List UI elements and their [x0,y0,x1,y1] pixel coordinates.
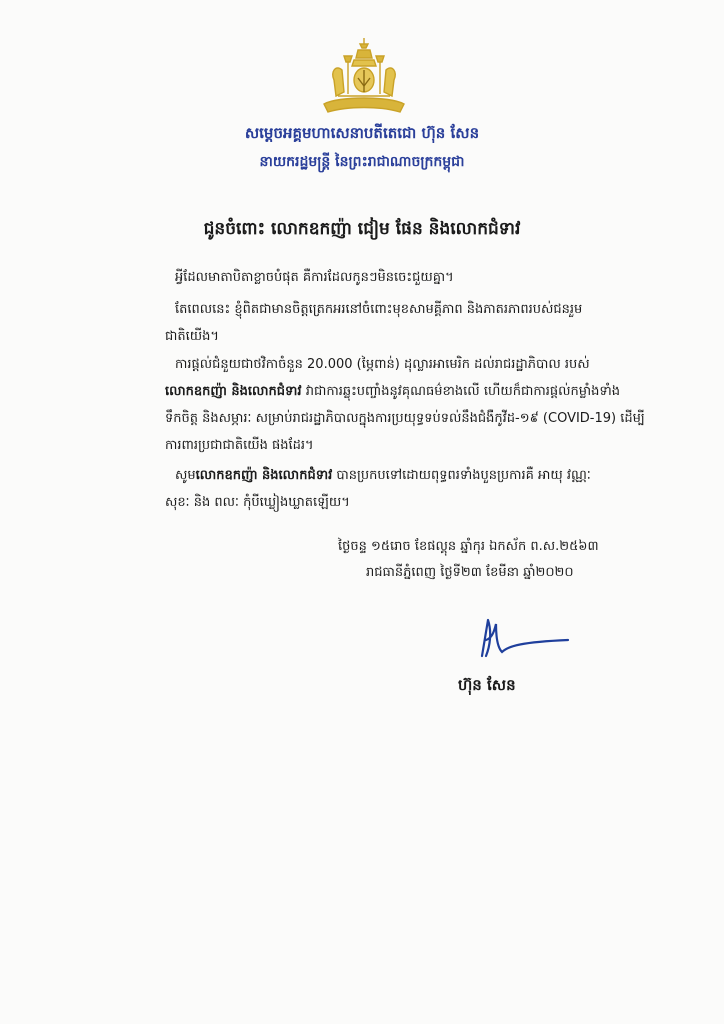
paragraph-4-line-2: សុខៈ និង ពលៈ កុំបីឃ្លៀងឃ្លាតឡើយ។ [165,495,350,510]
royal-coat-of-arms-icon [318,34,410,116]
paragraph-1 [165,264,565,291]
place-and-date: រាជធានីភ្នំពេញ ថ្ងៃទី២៣ ខែមីនា ឆ្នាំ២០២០ [366,565,574,580]
paragraph-4-rest: បានប្រកបទៅដោយពុទ្ធពរទាំងបួនប្រការគឺ អាយុ វណ្ណៈ [332,468,591,483]
sender-title: សម្តេចអគ្គមហាសេនាបតីតេជោ ហ៊ុន សែន [244,124,480,142]
paragraph-2-line-1: តែពេលនេះ ខ្ញុំពិតជាមានចិត្តត្រេកអរនៅចំពោះមុខសាមគ្គីភាព និងភាតរភាពរបស់ជនរួម [175,302,583,317]
paragraph-3-line-2: វាជាការឆ្លុះបញ្ចាំងនូវគុណធម៌ខាងលើ ហើយក៏ជាការផ្តល់កម្លាំងទាំង [301,384,620,399]
paragraph-3-line-3: ទឹកចិត្ត និងសម្ភារៈ សម្រាប់រាជរដ្ឋាភិបាលក្នុងការប្រយុទ្ធទប់ទល់នឹងជំងឺកូវីដ-១៩ (COVID-19) ដើម្បី [165,411,645,426]
signer-name: ហ៊ុន សែន [458,676,516,694]
handwritten-signature [468,612,578,664]
paragraph-3-line-4: ការពារប្រជាជាតិយើង ផងដែរ។ [165,438,314,453]
paragraph-4-bold-names: លោកឧកញ៉ា និងលោកជំទាវ [195,468,333,483]
paragraph-1-text: អ្វីដែលមាតាបិតាខ្លាចបំផុត គឺការដែលកូនៗមិនចេះជួយគ្នា។ [175,270,454,285]
paragraph-3-line-1: ការផ្តល់ជំនួយជាថវិកាចំនួន 20.000 (ម្ភៃពាន់) ដុល្លារអាមេរិក ដល់រាជរដ្ឋាភិបាល របស់ [175,357,590,372]
sender-position: នាយករដ្ឋមន្ត្រី នៃព្រះរាជាណាចក្រកម្ពុជា [259,154,465,170]
paragraph-2 [165,296,583,350]
lunar-date: ថ្ងៃចន្ទ ១៥រោច ខែផល្គុន ឆ្នាំកុរ ឯកស័ក ព.ស.២៥៦៣ [338,539,599,554]
letter-subject: ជូនចំពោះ លោកឧកញ៉ា ជៀម ផែន និងលោកជំទាវ [203,219,521,239]
paragraph-3-bold-names: លោកឧកញ៉ា និងលោកជំទាវ [165,384,302,399]
paragraph-4-start: សូម [175,468,196,483]
paragraph-4 [165,462,591,516]
paragraph-2-line-2: ជាតិយើង។ [165,329,219,344]
paragraph-3 [165,351,645,459]
